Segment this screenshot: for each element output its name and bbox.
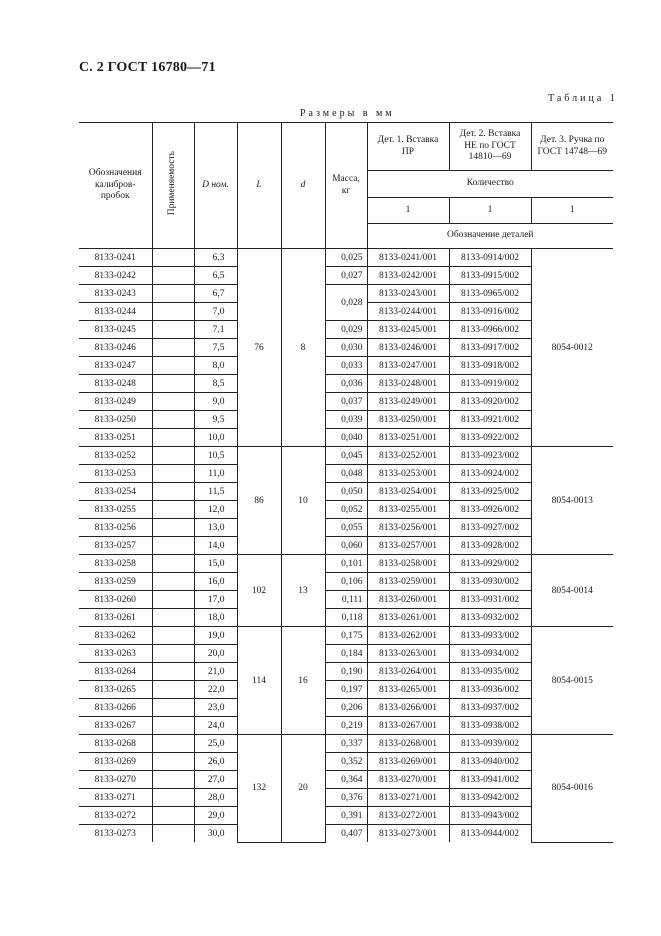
cell-applicability	[152, 645, 194, 663]
calibers-table	[79, 122, 613, 843]
cell-applicability	[152, 519, 194, 537]
cell-mass: 0,045	[325, 447, 367, 465]
header-d: d	[281, 123, 325, 249]
cell-d-nom: 17,0	[194, 591, 237, 609]
cell-part-2: 8133-0934/002	[449, 645, 531, 663]
cell-applicability	[152, 303, 194, 321]
cell-designation: 8133-0256	[79, 519, 152, 537]
cell-part-1: 8133-0248/001	[367, 375, 449, 393]
table-row	[79, 447, 613, 465]
table-row	[79, 249, 613, 267]
cell-mass: 0,111	[325, 591, 367, 609]
cell-part-2: 8133-0939/002	[449, 735, 531, 753]
cell-part-1: 8133-0265/001	[367, 681, 449, 699]
cell-applicability	[152, 699, 194, 717]
header-det1: Дет. 1. Вставка ПР	[367, 123, 449, 171]
cell-designation: 8133-0243	[79, 285, 152, 303]
cell-designation: 8133-0268	[79, 735, 152, 753]
cell-d-nom: 11,5	[194, 483, 237, 501]
cell-d-nom: 20,0	[194, 645, 237, 663]
cell-d-nom: 7,5	[194, 339, 237, 357]
cell-designation: 8133-0264	[79, 663, 152, 681]
cell-l: 132	[237, 735, 281, 843]
cell-part-1: 8133-0241/001	[367, 249, 449, 267]
cell-applicability	[152, 357, 194, 375]
cell-mass: 0,052	[325, 501, 367, 519]
cell-mass: 0,391	[325, 807, 367, 825]
cell-applicability	[152, 339, 194, 357]
cell-d-nom: 29,0	[194, 807, 237, 825]
cell-applicability	[152, 483, 194, 501]
cell-d-nom: 10,0	[194, 429, 237, 447]
cell-applicability	[152, 663, 194, 681]
cell-applicability	[152, 627, 194, 645]
cell-part-1: 8133-0267/001	[367, 717, 449, 735]
cell-handle: 8054-0016	[531, 735, 613, 843]
cell-part-2: 8133-0915/002	[449, 267, 531, 285]
cell-applicability	[152, 807, 194, 825]
cell-handle: 8054-0015	[531, 627, 613, 735]
cell-d-nom: 13,0	[194, 519, 237, 537]
cell-applicability	[152, 735, 194, 753]
cell-mass: 0,048	[325, 465, 367, 483]
cell-part-2: 8133-0925/002	[449, 483, 531, 501]
cell-part-1: 8133-0252/001	[367, 447, 449, 465]
page-header: С. 2 ГОСТ 16780—71	[79, 60, 216, 75]
cell-mass: 0,376	[325, 789, 367, 807]
cell-designation: 8133-0241	[79, 249, 152, 267]
cell-part-1: 8133-0245/001	[367, 321, 449, 339]
cell-part-1: 8133-0254/001	[367, 483, 449, 501]
cell-part-1: 8133-0255/001	[367, 501, 449, 519]
cell-l: 76	[237, 249, 281, 447]
cell-applicability	[152, 537, 194, 555]
cell-mass: 0,039	[325, 411, 367, 429]
cell-mass: 0,028	[325, 285, 367, 321]
cell-applicability	[152, 753, 194, 771]
cell-applicability	[152, 825, 194, 843]
cell-designation: 8133-0245	[79, 321, 152, 339]
cell-mass: 0,337	[325, 735, 367, 753]
cell-designation: 8133-0247	[79, 357, 152, 375]
cell-mass: 0,175	[325, 627, 367, 645]
cell-part-2: 8133-0936/002	[449, 681, 531, 699]
cell-d-nom: 14,0	[194, 537, 237, 555]
cell-part-1: 8133-0273/001	[367, 825, 449, 843]
table-row	[79, 627, 613, 645]
cell-d-nom: 7,0	[194, 303, 237, 321]
cell-part-2: 8133-0933/002	[449, 627, 531, 645]
cell-part-1: 8133-0260/001	[367, 591, 449, 609]
cell-designation: 8133-0251	[79, 429, 152, 447]
cell-mass: 0,029	[325, 321, 367, 339]
cell-part-1: 8133-0246/001	[367, 339, 449, 357]
cell-mass: 0,036	[325, 375, 367, 393]
header-applicability	[152, 123, 194, 249]
cell-designation: 8133-0258	[79, 555, 152, 573]
cell-part-2: 8133-0918/002	[449, 357, 531, 375]
cell-part-2: 8133-0921/002	[449, 411, 531, 429]
cell-applicability	[152, 771, 194, 789]
cell-part-1: 8133-0251/001	[367, 429, 449, 447]
cell-d-nom: 8,0	[194, 357, 237, 375]
cell-part-1: 8133-0244/001	[367, 303, 449, 321]
cell-part-2: 8133-0942/002	[449, 789, 531, 807]
cell-part-1: 8133-0268/001	[367, 735, 449, 753]
cell-l: 86	[237, 447, 281, 555]
cell-designation: 8133-0242	[79, 267, 152, 285]
cell-part-2: 8133-0923/002	[449, 447, 531, 465]
cell-part-2: 8133-0935/002	[449, 663, 531, 681]
cell-part-2: 8133-0914/002	[449, 249, 531, 267]
cell-part-2: 8133-0966/002	[449, 321, 531, 339]
cell-part-1: 8133-0243/001	[367, 285, 449, 303]
cell-designation: 8133-0265	[79, 681, 152, 699]
cell-part-1: 8133-0266/001	[367, 699, 449, 717]
cell-applicability	[152, 591, 194, 609]
cell-designation: 8133-0267	[79, 717, 152, 735]
cell-mass: 0,101	[325, 555, 367, 573]
cell-l: 102	[237, 555, 281, 627]
cell-mass: 0,197	[325, 681, 367, 699]
cell-designation: 8133-0262	[79, 627, 152, 645]
cell-d-nom: 27,0	[194, 771, 237, 789]
cell-mass: 0,055	[325, 519, 367, 537]
cell-d-nom: 15,0	[194, 555, 237, 573]
cell-designation: 8133-0271	[79, 789, 152, 807]
cell-designation: 8133-0252	[79, 447, 152, 465]
header-qty-1: 1	[367, 198, 449, 224]
header-d-nom: D ном.	[194, 123, 237, 249]
cell-designation: 8133-0255	[79, 501, 152, 519]
cell-designation: 8133-0270	[79, 771, 152, 789]
cell-mass: 0,033	[325, 357, 367, 375]
header-quantity: Количество	[367, 171, 613, 198]
cell-designation: 8133-0254	[79, 483, 152, 501]
cell-d-nom: 12,0	[194, 501, 237, 519]
cell-applicability	[152, 555, 194, 573]
cell-d-nom: 18,0	[194, 609, 237, 627]
cell-part-2: 8133-0932/002	[449, 609, 531, 627]
cell-part-1: 8133-0270/001	[367, 771, 449, 789]
cell-part-2: 8133-0924/002	[449, 465, 531, 483]
cell-part-2: 8133-0919/002	[449, 375, 531, 393]
cell-part-1: 8133-0259/001	[367, 573, 449, 591]
cell-applicability	[152, 717, 194, 735]
header-l: L	[237, 123, 281, 249]
cell-applicability	[152, 411, 194, 429]
cell-d-nom: 10,5	[194, 447, 237, 465]
cell-d-nom: 28,0	[194, 789, 237, 807]
cell-mass: 0,060	[325, 537, 367, 555]
cell-part-2: 8133-0929/002	[449, 555, 531, 573]
header-mass: Масса, кг	[325, 123, 367, 249]
cell-applicability	[152, 267, 194, 285]
cell-part-1: 8133-0257/001	[367, 537, 449, 555]
cell-applicability	[152, 429, 194, 447]
cell-l: 114	[237, 627, 281, 735]
cell-designation: 8133-0253	[79, 465, 152, 483]
cell-d: 16	[281, 627, 325, 735]
cell-d-nom: 25,0	[194, 735, 237, 753]
cell-applicability	[152, 375, 194, 393]
cell-part-2: 8133-0937/002	[449, 699, 531, 717]
cell-applicability	[152, 573, 194, 591]
cell-d: 8	[281, 249, 325, 447]
cell-designation: 8133-0246	[79, 339, 152, 357]
table-caption: Таблица 1	[548, 93, 618, 104]
cell-part-1: 8133-0261/001	[367, 609, 449, 627]
cell-part-1: 8133-0272/001	[367, 807, 449, 825]
cell-mass: 0,025	[325, 249, 367, 267]
cell-applicability	[152, 681, 194, 699]
cell-applicability	[152, 321, 194, 339]
table-row	[79, 735, 613, 753]
cell-d-nom: 9,0	[194, 393, 237, 411]
cell-d: 10	[281, 447, 325, 555]
cell-designation: 8133-0250	[79, 411, 152, 429]
cell-handle: 8054-0012	[531, 249, 613, 447]
cell-mass: 0,190	[325, 663, 367, 681]
cell-mass: 0,206	[325, 699, 367, 717]
cell-part-2: 8133-0927/002	[449, 519, 531, 537]
cell-part-2: 8133-0943/002	[449, 807, 531, 825]
cell-part-2: 8133-0938/002	[449, 717, 531, 735]
cell-part-2: 8133-0944/002	[449, 825, 531, 843]
cell-applicability	[152, 393, 194, 411]
cell-part-1: 8133-0271/001	[367, 789, 449, 807]
cell-applicability	[152, 447, 194, 465]
dimensions-caption: Размеры в мм	[300, 108, 395, 119]
cell-part-2: 8133-0928/002	[449, 537, 531, 555]
cell-designation: 8133-0263	[79, 645, 152, 663]
cell-d-nom: 21,0	[194, 663, 237, 681]
cell-d-nom: 30,0	[194, 825, 237, 843]
cell-designation: 8133-0259	[79, 573, 152, 591]
cell-designation: 8133-0266	[79, 699, 152, 717]
cell-applicability	[152, 609, 194, 627]
cell-part-1: 8133-0269/001	[367, 753, 449, 771]
cell-mass: 0,027	[325, 267, 367, 285]
header-qty-2: 1	[449, 198, 531, 224]
cell-part-1: 8133-0263/001	[367, 645, 449, 663]
cell-applicability	[152, 285, 194, 303]
cell-mass: 0,364	[325, 771, 367, 789]
header-designation: Обозначения калибров-пробок	[79, 123, 152, 249]
cell-mass: 0,106	[325, 573, 367, 591]
header-det3: Дет. 3. Ручка по ГОСТ 14748—69	[531, 123, 613, 171]
cell-designation: 8133-0269	[79, 753, 152, 771]
cell-designation: 8133-0261	[79, 609, 152, 627]
cell-applicability	[152, 465, 194, 483]
cell-d-nom: 8,5	[194, 375, 237, 393]
cell-d-nom: 24,0	[194, 717, 237, 735]
cell-part-2: 8133-0917/002	[449, 339, 531, 357]
cell-mass: 0,118	[325, 609, 367, 627]
cell-designation: 8133-0244	[79, 303, 152, 321]
cell-mass: 0,184	[325, 645, 367, 663]
cell-handle: 8054-0013	[531, 447, 613, 555]
header-qty-3: 1	[531, 198, 613, 224]
cell-part-2: 8133-0922/002	[449, 429, 531, 447]
cell-part-1: 8133-0249/001	[367, 393, 449, 411]
cell-part-2: 8133-0965/002	[449, 285, 531, 303]
cell-part-1: 8133-0247/001	[367, 357, 449, 375]
header-parts-designation: Обозначение деталей	[367, 224, 613, 249]
cell-mass: 0,407	[325, 825, 367, 843]
cell-d: 20	[281, 735, 325, 843]
cell-part-1: 8133-0264/001	[367, 663, 449, 681]
header-det2: Дет. 2. Вставка НЕ по ГОСТ 14810—69	[449, 123, 531, 171]
cell-d: 13	[281, 555, 325, 627]
cell-designation: 8133-0249	[79, 393, 152, 411]
cell-applicability	[152, 789, 194, 807]
cell-applicability	[152, 249, 194, 267]
cell-mass: 0,037	[325, 393, 367, 411]
cell-part-1: 8133-0262/001	[367, 627, 449, 645]
cell-mass: 0,050	[325, 483, 367, 501]
cell-mass: 0,219	[325, 717, 367, 735]
cell-d-nom: 26,0	[194, 753, 237, 771]
cell-d-nom: 16,0	[194, 573, 237, 591]
cell-part-1: 8133-0258/001	[367, 555, 449, 573]
cell-part-2: 8133-0940/002	[449, 753, 531, 771]
header-applicability-label: Применяемость	[167, 150, 178, 216]
cell-d-nom: 11,0	[194, 465, 237, 483]
table-body	[79, 249, 613, 843]
cell-mass: 0,352	[325, 753, 367, 771]
cell-mass: 0,030	[325, 339, 367, 357]
cell-part-1: 8133-0242/001	[367, 267, 449, 285]
cell-designation: 8133-0273	[79, 825, 152, 843]
cell-part-2: 8133-0926/002	[449, 501, 531, 519]
cell-d-nom: 9,5	[194, 411, 237, 429]
cell-d-nom: 7,1	[194, 321, 237, 339]
cell-part-1: 8133-0250/001	[367, 411, 449, 429]
cell-part-1: 8133-0253/001	[367, 465, 449, 483]
cell-d-nom: 22,0	[194, 681, 237, 699]
cell-part-2: 8133-0941/002	[449, 771, 531, 789]
cell-part-2: 8133-0931/002	[449, 591, 531, 609]
cell-applicability	[152, 501, 194, 519]
cell-d-nom: 6,5	[194, 267, 237, 285]
table-row	[79, 555, 613, 573]
cell-part-2: 8133-0920/002	[449, 393, 531, 411]
cell-mass: 0,040	[325, 429, 367, 447]
cell-d-nom: 6,3	[194, 249, 237, 267]
cell-designation: 8133-0260	[79, 591, 152, 609]
cell-designation: 8133-0272	[79, 807, 152, 825]
cell-part-2: 8133-0916/002	[449, 303, 531, 321]
cell-handle: 8054-0014	[531, 555, 613, 627]
cell-d-nom: 19,0	[194, 627, 237, 645]
cell-part-2: 8133-0930/002	[449, 573, 531, 591]
cell-d-nom: 23,0	[194, 699, 237, 717]
cell-designation: 8133-0257	[79, 537, 152, 555]
cell-d-nom: 6,7	[194, 285, 237, 303]
cell-designation: 8133-0248	[79, 375, 152, 393]
cell-part-1: 8133-0256/001	[367, 519, 449, 537]
